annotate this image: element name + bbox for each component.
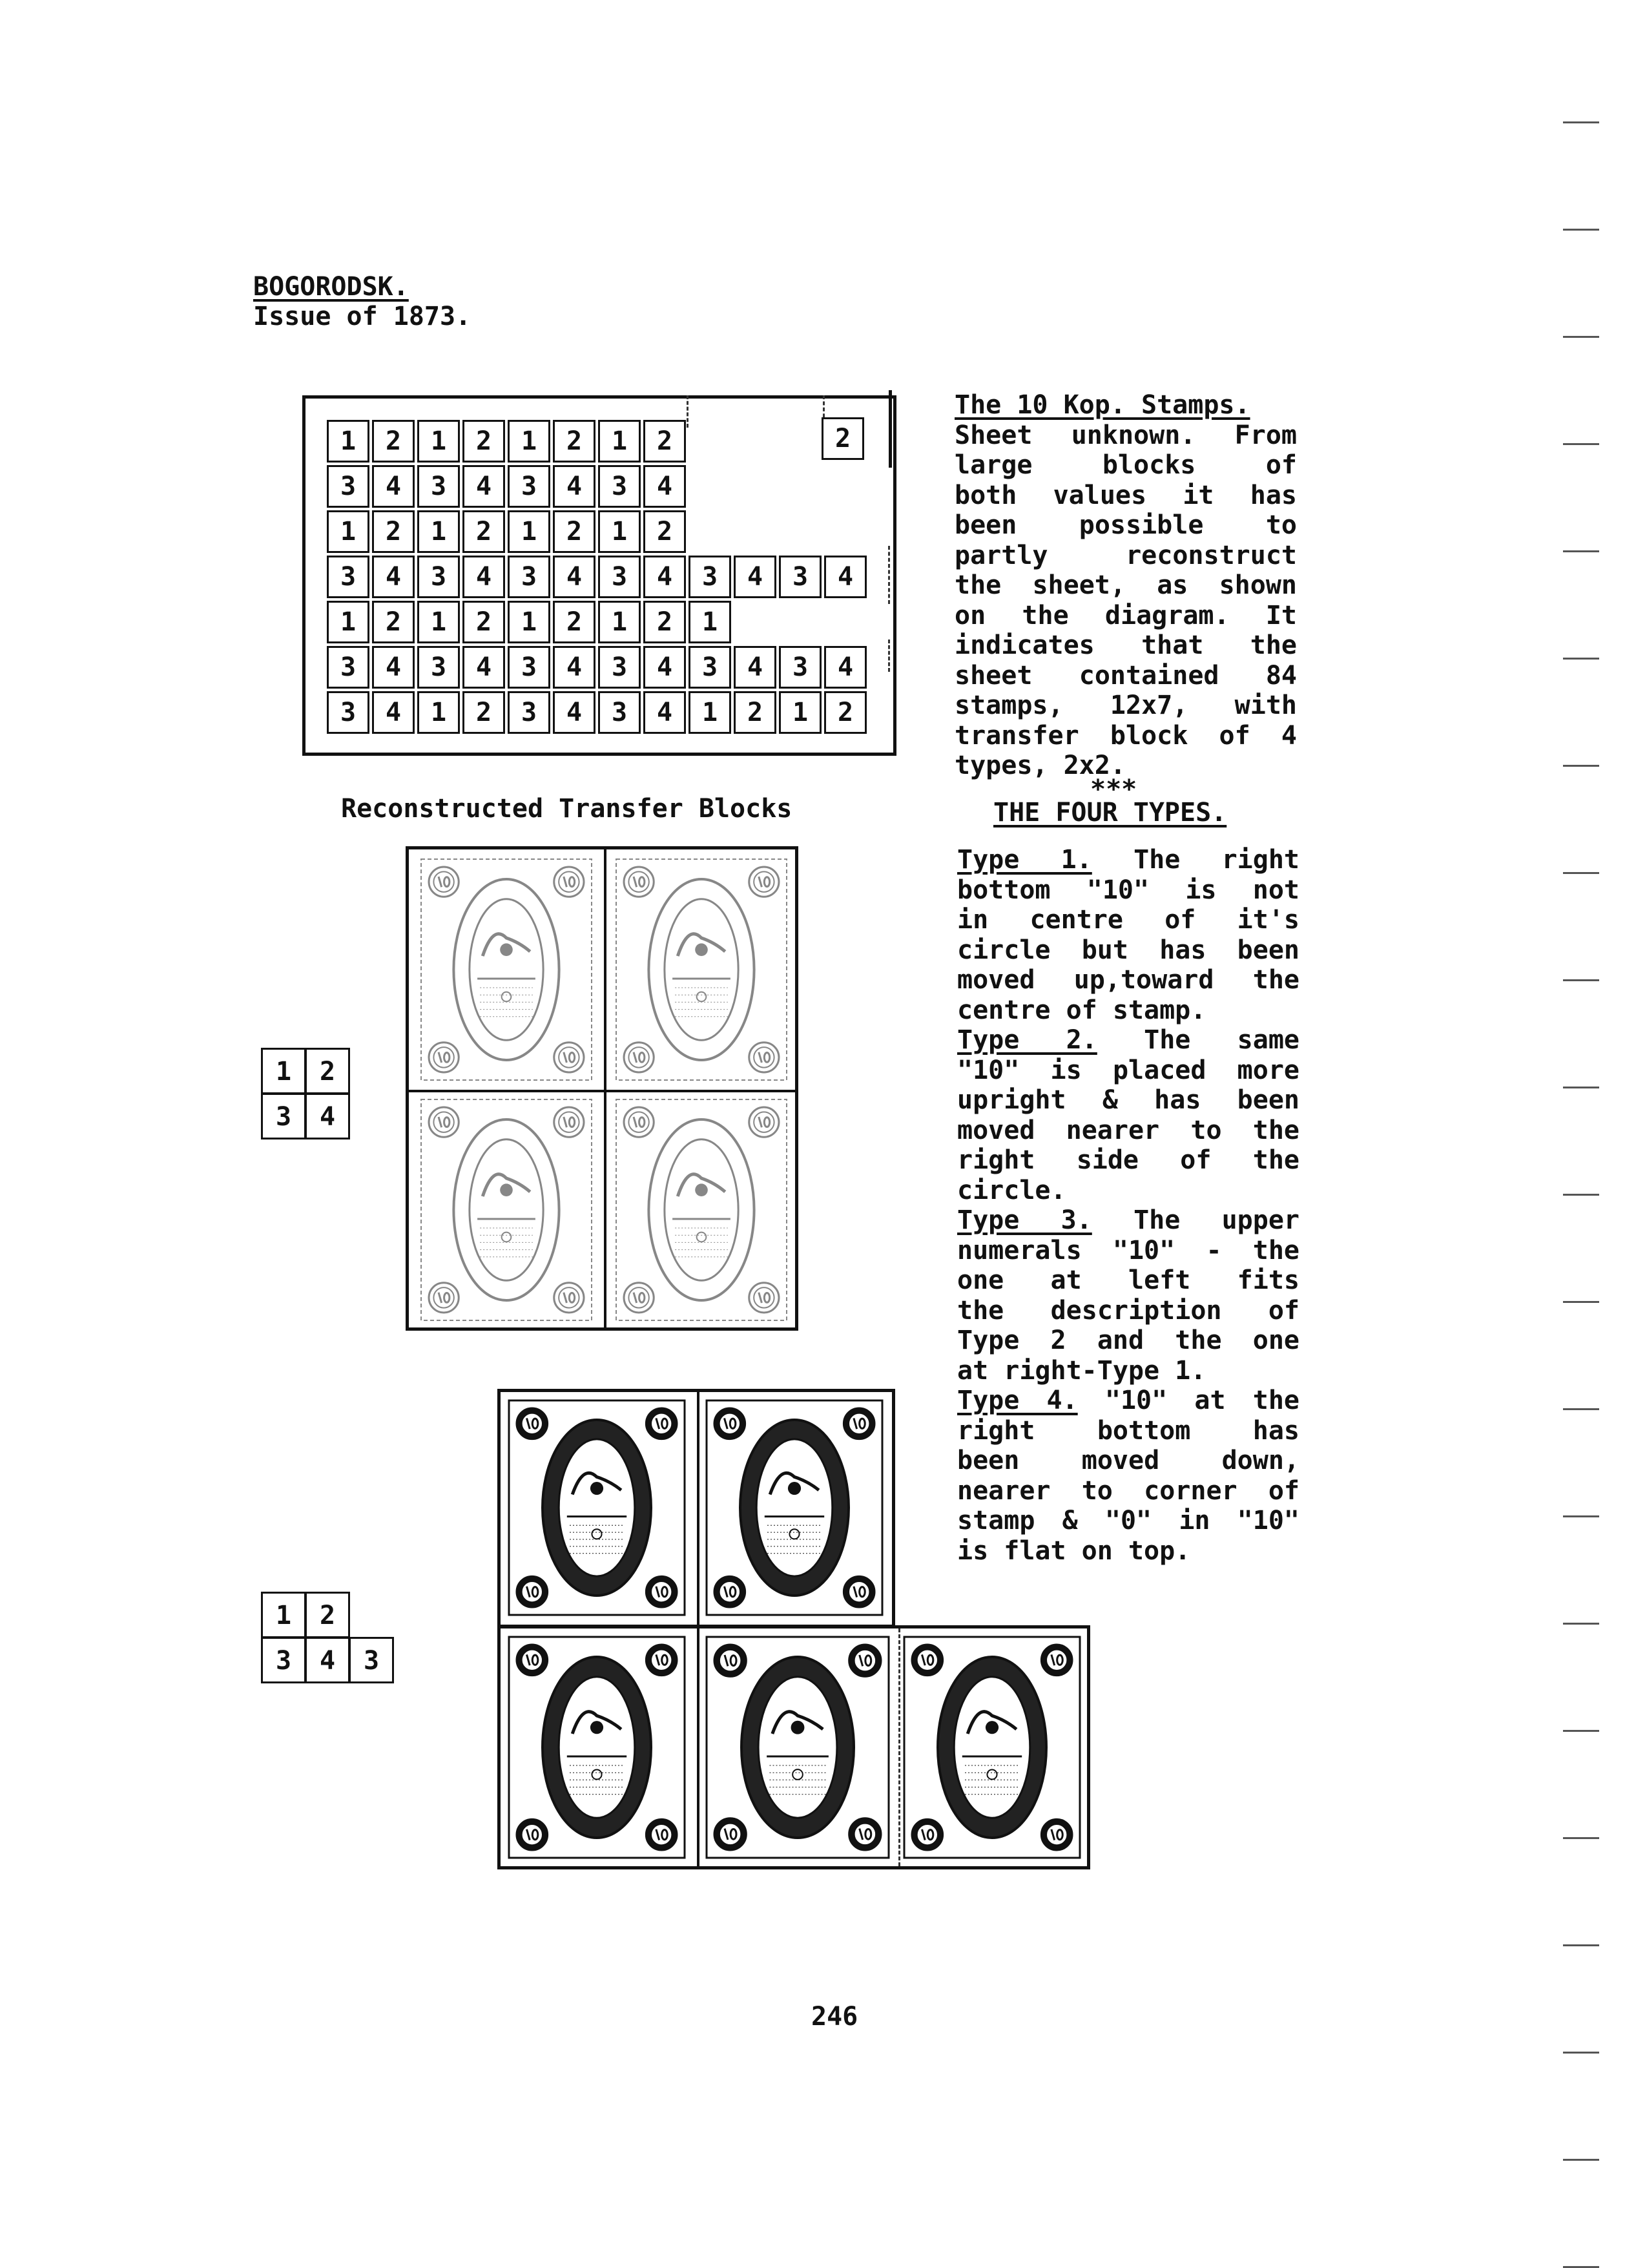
page-number: 246 — [811, 2002, 858, 2032]
sheet-cell: 1 — [327, 420, 369, 463]
stamp-image — [704, 1398, 885, 1620]
types-heading: THE FOUR TYPES. — [993, 797, 1227, 827]
type-line: stamp & "0" in "10" — [957, 1506, 1299, 1535]
sheet-cell: 4 — [462, 556, 505, 598]
para-line: both values it has — [955, 480, 1297, 510]
sheet-cell: 2 — [643, 510, 686, 553]
sheet-cell: 4 — [643, 646, 686, 689]
key-box: 2 — [305, 1048, 350, 1094]
type-label: Type 1. — [957, 845, 1092, 875]
sheet-cell: 2 — [462, 601, 505, 643]
margin-tick — [1563, 1087, 1599, 1088]
sheet-cell: 1 — [327, 601, 369, 643]
para-line: large blocks of — [955, 450, 1297, 480]
key-box: 1 — [261, 1592, 306, 1638]
margin-tick — [1563, 550, 1599, 552]
type-label: Type 4. — [957, 1386, 1078, 1415]
key-box: 2 — [305, 1592, 350, 1638]
page-title: BOGORODSK. — [253, 272, 409, 302]
sheet-cell: 2 — [824, 691, 867, 734]
stamp-image — [506, 1634, 687, 1863]
sheet-cell: 3 — [688, 556, 731, 598]
sheet-cell: 3 — [688, 646, 731, 689]
para-line: Sheet unknown. From — [955, 420, 1297, 450]
para-line: on the diagram. It — [955, 600, 1297, 630]
sheet-cell: 2 — [553, 510, 595, 553]
sheet-cell: 3 — [598, 556, 641, 598]
para-line: transfer block of 4 — [955, 720, 1297, 751]
type-line: "10" is placed more — [957, 1055, 1299, 1085]
key-box: 4 — [305, 1637, 350, 1683]
sheet-cell: 4 — [734, 556, 776, 598]
sheet-cell: 2 — [553, 420, 595, 463]
type-line: bottom "10" is not — [957, 875, 1299, 905]
sheet-cell: 2 — [372, 601, 415, 643]
sheet-frame-edge — [889, 390, 900, 468]
margin-tick — [1563, 765, 1599, 767]
issue-subtitle: Issue of 1873. — [253, 302, 471, 331]
type-line: in centre of it's — [957, 905, 1299, 935]
sheet-cell: 2 — [643, 420, 686, 463]
type-line: The upper — [1133, 1205, 1299, 1235]
margin-tick — [1563, 229, 1599, 231]
sheet-cell: 2 — [462, 510, 505, 553]
sheet-cell: 2 — [372, 510, 415, 553]
margin-tick — [1563, 121, 1599, 123]
margin-tick — [1563, 1837, 1599, 1839]
margin-tick — [1563, 979, 1599, 981]
para-line: been possible to — [955, 510, 1297, 540]
margin-tick — [1563, 2159, 1599, 2161]
type-line: one at left fits — [957, 1265, 1299, 1295]
key-box: 3 — [349, 1637, 394, 1683]
sheet-cell: 3 — [327, 646, 369, 689]
para-line: types, 2x2. — [955, 751, 1126, 780]
type-line: "10" at the — [1104, 1386, 1299, 1415]
para-line: partly reconstruct — [955, 540, 1297, 570]
sheet-cell: 4 — [643, 465, 686, 508]
sheet-cell: 4 — [553, 691, 595, 734]
section-heading: The 10 Kop. Stamps. — [955, 390, 1250, 420]
sheet-cell: 3 — [779, 556, 822, 598]
sheet-cell: 1 — [417, 420, 460, 463]
sheet-dashed-edge — [888, 640, 890, 672]
stamp-image — [419, 857, 594, 1085]
sheet-cell: 2 — [734, 691, 776, 734]
stamp-image — [614, 857, 789, 1085]
key-box: 3 — [261, 1093, 306, 1139]
sheet-cell: 3 — [327, 556, 369, 598]
types-column — [957, 845, 1299, 1566]
type-line: at right-Type 1. — [957, 1355, 1206, 1386]
margin-tick — [1563, 336, 1599, 338]
sheet-cell: 1 — [508, 510, 550, 553]
sheet-cell: 4 — [824, 646, 867, 689]
stamp-image — [614, 1097, 789, 1326]
sheet-cell: 2 — [643, 601, 686, 643]
type-line: upright & has been — [957, 1085, 1299, 1115]
sheet-cell: 1 — [779, 691, 822, 734]
sheet-cell: 3 — [327, 465, 369, 508]
sheet-cell: 1 — [688, 691, 731, 734]
type-line: right side of the — [957, 1145, 1299, 1175]
sheet-cell: 4 — [553, 465, 595, 508]
sheet-cell: 3 — [417, 465, 460, 508]
sheet-cell: 3 — [417, 556, 460, 598]
sheet-cell: 3 — [598, 646, 641, 689]
para-line: stamps, 12x7, with — [955, 691, 1297, 720]
sheet-cell: 2 — [462, 691, 505, 734]
key-box: 1 — [261, 1048, 306, 1094]
type-line: The right — [1133, 845, 1299, 875]
sheet-cell: 3 — [417, 646, 460, 689]
sheet-dashed-edge — [687, 395, 688, 428]
sheet-cell: 4 — [553, 646, 595, 689]
key-box: 3 — [261, 1637, 306, 1683]
margin-tick — [1563, 1194, 1599, 1196]
separator: *** — [1090, 774, 1137, 804]
sheet-cell: 1 — [598, 420, 641, 463]
stamp-image — [506, 1398, 687, 1620]
type-line: been moved down, — [957, 1446, 1299, 1475]
sheet-cell: 3 — [508, 465, 550, 508]
sheet-cell: 2 — [372, 420, 415, 463]
margin-tick — [1563, 1623, 1599, 1625]
sheet-cell: 4 — [553, 556, 595, 598]
para-line: indicates that the — [955, 630, 1297, 660]
sheet-cell: 3 — [598, 465, 641, 508]
type-label: Type 3. — [957, 1205, 1092, 1235]
stamp-image — [902, 1634, 1082, 1863]
type-line: circle but has been — [957, 935, 1299, 965]
type-line: circle. — [957, 1175, 1066, 1205]
sheet-cell: 4 — [734, 646, 776, 689]
sheet-cell: 2 — [462, 420, 505, 463]
key-box: 4 — [305, 1093, 350, 1139]
sheet-cell: 3 — [508, 646, 550, 689]
stamp-image — [704, 1634, 891, 1863]
margin-tick — [1563, 1730, 1599, 1732]
sheet-dashed-edge — [888, 546, 890, 604]
sheet-corner-cell: 2 — [822, 417, 864, 460]
margin-tick — [1563, 443, 1599, 445]
sheet-cell: 4 — [372, 465, 415, 508]
type-line: The same — [1144, 1025, 1300, 1055]
sheet-cell: 4 — [372, 646, 415, 689]
sheet-cell: 4 — [462, 465, 505, 508]
sheet-cell: 4 — [462, 646, 505, 689]
para-line: the sheet, as shown — [955, 570, 1297, 600]
text-column — [955, 390, 1297, 827]
sheet-cell: 1 — [417, 691, 460, 734]
type-label: Type 2. — [957, 1025, 1097, 1055]
sheet-cell: 1 — [417, 510, 460, 553]
type-line: numerals "10" - the — [957, 1235, 1299, 1265]
sheet-cell: 1 — [508, 601, 550, 643]
type-line: the description of — [957, 1295, 1299, 1326]
sheet-cell: 3 — [508, 691, 550, 734]
margin-tick — [1563, 658, 1599, 660]
para-line: sheet contained 84 — [955, 660, 1297, 691]
stamp-image — [419, 1097, 594, 1326]
margin-tick — [1563, 872, 1599, 874]
margin-tick — [1563, 1944, 1599, 1946]
sheet-cell: 1 — [598, 510, 641, 553]
sheet-cell: 1 — [417, 601, 460, 643]
sheet-cell: 3 — [508, 556, 550, 598]
sheet-cell: 3 — [598, 691, 641, 734]
sheet-cell: 3 — [779, 646, 822, 689]
sheet-cell: 4 — [824, 556, 867, 598]
margin-tick — [1563, 2052, 1599, 2054]
type-line: moved up,toward the — [957, 965, 1299, 995]
sheet-cell: 3 — [327, 691, 369, 734]
type-line: moved nearer to the — [957, 1115, 1299, 1145]
type-line: Type 2 and the one — [957, 1326, 1299, 1355]
sheet-cell: 1 — [327, 510, 369, 553]
sheet-cell: 2 — [553, 601, 595, 643]
type-line: centre of stamp. — [957, 995, 1206, 1025]
margin-tick — [1563, 1408, 1599, 1410]
type-line: is flat on top. — [957, 1535, 1191, 1566]
margin-tick — [1563, 1515, 1599, 1517]
sheet-cell: 1 — [508, 420, 550, 463]
sheet-cell: 4 — [372, 556, 415, 598]
sheet-cell: 4 — [643, 556, 686, 598]
sheet-cell: 1 — [688, 601, 731, 643]
sheet-cell: 4 — [643, 691, 686, 734]
sheet-cell: 4 — [372, 691, 415, 734]
margin-tick — [1563, 1301, 1599, 1303]
type-line: nearer to corner of — [957, 1475, 1299, 1506]
sheet-cell: 1 — [598, 601, 641, 643]
type-line: right bottom has — [957, 1415, 1299, 1446]
transfer-blocks-caption: Reconstructed Transfer Blocks — [341, 794, 792, 824]
